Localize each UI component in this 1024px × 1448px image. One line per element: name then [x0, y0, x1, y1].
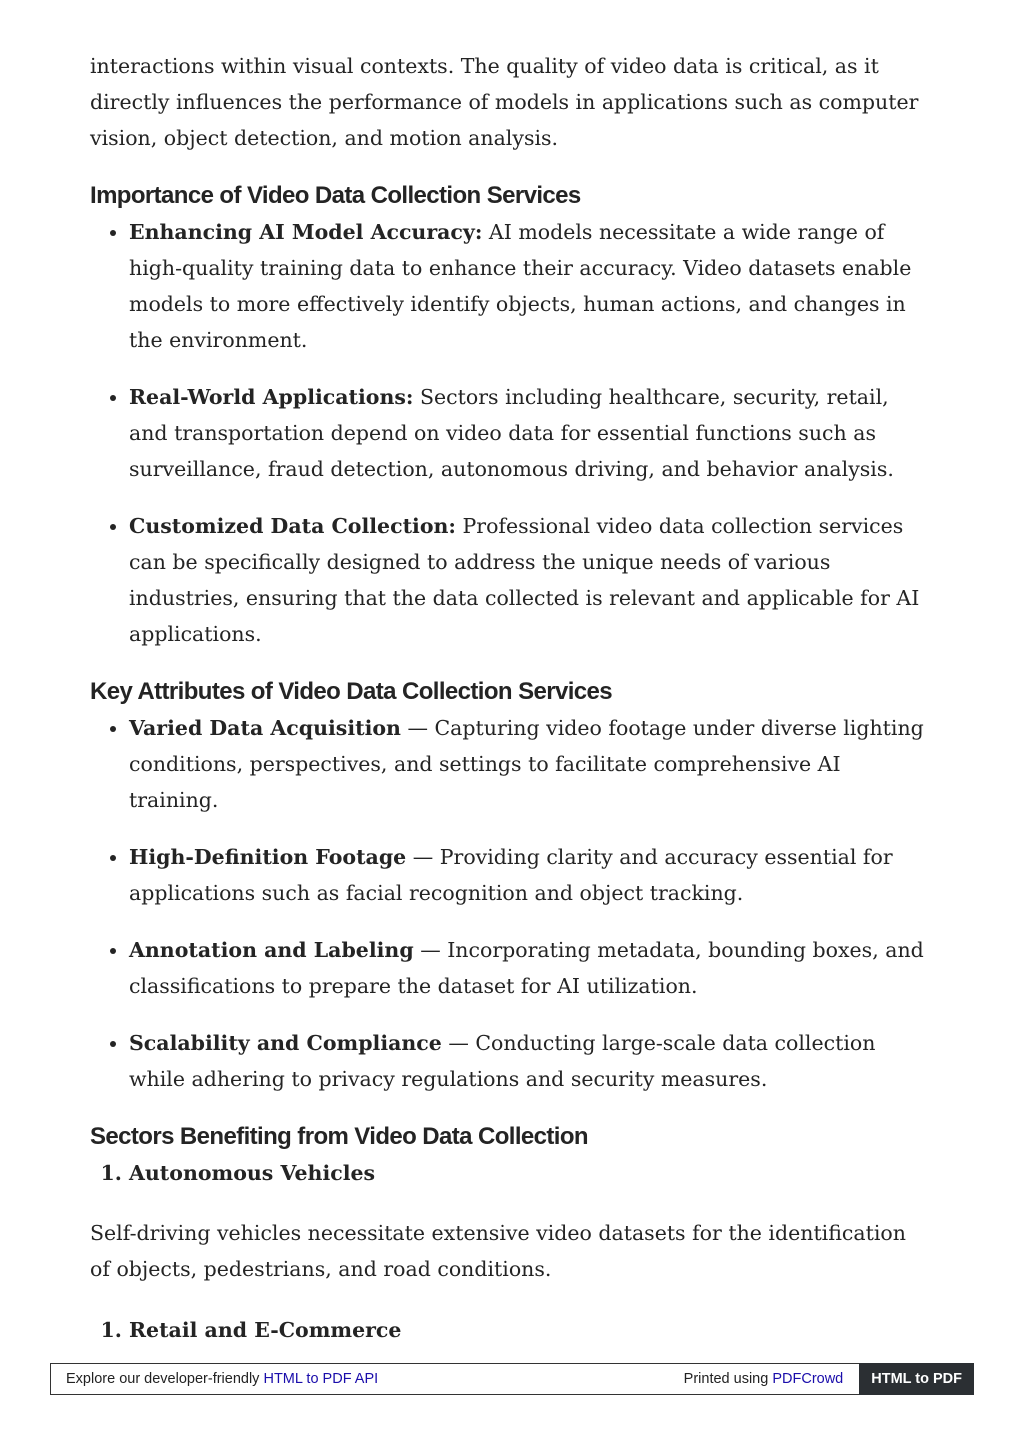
- list-item: [129, 214, 930, 358]
- item-lead: Customized Data Collection:: [129, 514, 456, 538]
- attributes-list: [90, 710, 930, 1097]
- footer-printed: [684, 1371, 860, 1387]
- item-text: Sectors including healthcare, security, retail, and transportation depend on video data for essential functions such as surveillance, fraud detection, autonomous driving, and behavior analysis.: [129, 385, 894, 481]
- item-text: AI models necessitate a wide range of high-quality training data to enhance their accuracy. Video datasets enable models to more effectively identify objects, human actions, and changes in the environment.: [129, 220, 912, 352]
- item-text: — Conducting large-scale data collection while adhering to privacy regulations and security measures.: [129, 1031, 876, 1091]
- item-lead: Enhancing AI Model Accuracy:: [129, 220, 483, 244]
- list-item: [129, 839, 930, 911]
- pdfcrowd-link[interactable]: PDFCrowd: [772, 1371, 844, 1387]
- item-lead: Annotation and Labeling: [129, 938, 414, 962]
- heading-importance: Importance of Video Data Collection Services: [90, 182, 581, 209]
- item-text: — Providing clarity and accuracy essential for applications such as facial recognition and object tracking.: [129, 845, 893, 905]
- sectors-list-1: [90, 1155, 930, 1191]
- footer-explore-text: Explore our developer-friendly: [66, 1371, 264, 1387]
- sector-paragraph: Self-driving vehicles necessitate extensive video datasets for the identification of objects, pedestrians, and road conditions.: [90, 1221, 906, 1281]
- list-item: [129, 1025, 930, 1097]
- numbered-item: 1. Autonomous Vehicles: [129, 1155, 930, 1191]
- heading-sectors: Sectors Benefiting from Video Data Collection: [90, 1123, 588, 1150]
- importance-list: [90, 214, 930, 652]
- item-text: — Incorporating metadata, bounding boxes, and classifications to prepare the dataset for AI utilization.: [129, 938, 924, 998]
- item-text: — Capturing video footage under diverse lighting conditions, perspectives, and settings to facilitate comprehensive AI training.: [129, 716, 924, 812]
- footer-explore: [51, 1371, 684, 1387]
- html-to-pdf-badge[interactable]: HTML to PDF: [859, 1363, 974, 1395]
- item-lead: High-Definition Footage: [129, 845, 407, 869]
- article-body: [90, 48, 930, 1348]
- item-lead: Real-World Applications:: [129, 385, 414, 409]
- intro-paragraph: interactions within visual contexts. The quality of video data is critical, as it directly influences the performance of models in applications such as computer vision, object detection, and motion analysis.: [90, 54, 919, 150]
- item-text: Professional video data collection services can be specifically designed to address the unique needs of various industries, ensuring that the data collected is relevant and applicable for AI applications.: [129, 514, 920, 646]
- item-lead: Varied Data Acquisition: [129, 716, 401, 740]
- heading-attributes: Key Attributes of Video Data Collection Services: [90, 678, 613, 705]
- list-item: [129, 508, 930, 652]
- numbered-item: 1. Retail and E-Commerce: [129, 1312, 930, 1348]
- pdf-footer-bar: [50, 1363, 974, 1395]
- item-lead: Scalability and Compliance: [129, 1031, 442, 1055]
- api-link[interactable]: HTML to PDF API: [263, 1371, 379, 1387]
- footer-printed-text: Printed using: [683, 1371, 773, 1387]
- list-item: [129, 379, 930, 487]
- list-item: [129, 710, 930, 818]
- sectors-list-2: [90, 1312, 930, 1348]
- list-item: [129, 932, 930, 1004]
